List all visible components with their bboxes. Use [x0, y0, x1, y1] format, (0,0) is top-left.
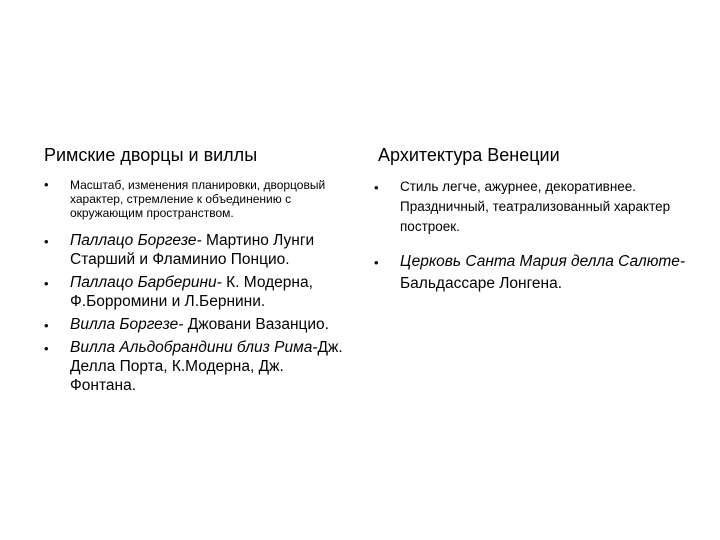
item-text: Дж. Делла Порта, К.Модерна, Дж. Фонтана.: [70, 339, 343, 394]
list-item: [44, 338, 344, 395]
list-item: [44, 273, 344, 311]
item-text: Бальдассаре Лонгена.: [400, 275, 563, 292]
list-item: [44, 231, 344, 269]
item-text: Мартино Лунги Старший и Фламинио Понцио.: [70, 232, 315, 268]
item-italic-text: Вилла Альдобрандини близ Рима-: [70, 339, 318, 356]
left-bullet-list: [44, 178, 344, 399]
bullet-icon: •: [44, 177, 49, 192]
right-bullet-list: [374, 177, 694, 295]
left-column-title: Римские дворцы и виллы: [44, 145, 258, 165]
item-text: Стиль легче, ажурнее, декоративнее. Праздничный, театрализованный характер построек.: [400, 179, 671, 234]
item-italic-text: Вилла Боргезе-: [70, 316, 184, 333]
list-item: [44, 178, 344, 220]
bullet-icon: •: [44, 276, 49, 291]
bullet-icon: •: [374, 180, 379, 195]
item-text: К. Модерна, Ф.Борромини и Л.Бернини.: [70, 274, 313, 310]
bullet-icon: •: [44, 318, 49, 333]
bullet-icon: •: [44, 234, 49, 249]
item-italic-text: Церковь Санта Мария делла Салюте-: [400, 253, 686, 270]
item-italic-text: Паллацо Боргезе-: [70, 232, 202, 249]
list-item: [374, 177, 694, 237]
bullet-icon: •: [374, 255, 379, 270]
item-italic-text: Паллацо Барберини-: [70, 274, 222, 291]
item-text: Масштаб, изменения планировки, дворцовый характер, стремление к объединению с окружающим пространством.: [70, 178, 326, 220]
list-item: [44, 315, 344, 334]
bullet-icon: •: [44, 341, 49, 356]
list-item: [374, 251, 694, 295]
item-text: Джовани Вазанцио.: [183, 316, 329, 333]
right-column-title: Архитектура Венеции: [378, 145, 560, 165]
